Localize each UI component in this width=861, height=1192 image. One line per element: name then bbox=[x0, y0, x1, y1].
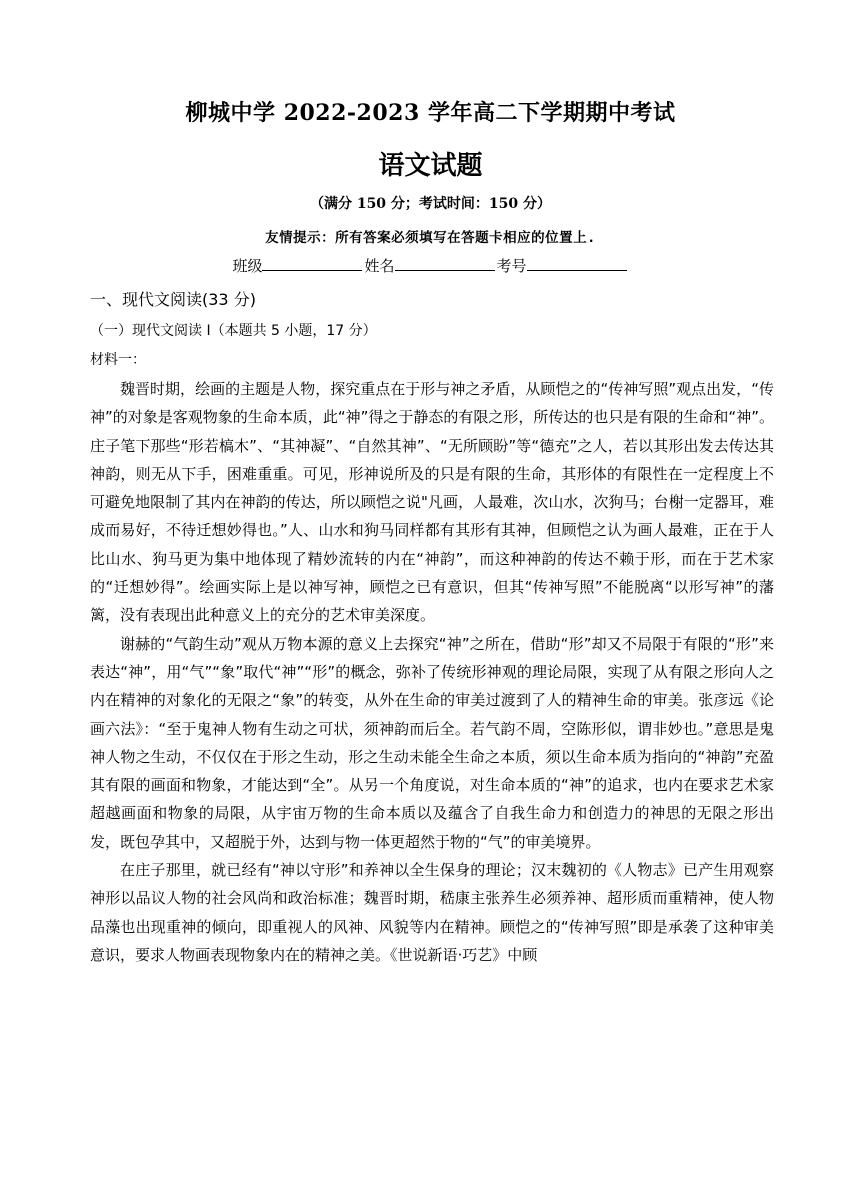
exam-number-blank[interactable] bbox=[527, 254, 627, 271]
subject-title: 语文试题 bbox=[378, 151, 483, 181]
exam-number-label: 考号 bbox=[496, 257, 527, 275]
exam-title: 柳城中学 2022-2023 学年高二下学期期中考试 bbox=[185, 100, 676, 126]
paragraph: 谢赫的“气韵生动”观从万物本源的意义上去探究“神”之所在，借助“形”却又不局限于有限的“形”来表达“神”，用“气”“象”取代“神”“形”的概念，弥补了传统形神观的理论局限，实现了从有限之形向人之内在精神的对象化的无限之“象”的转变，从外在生命的审美过渡到了人的精神生命的审美。张彦远《论画六法》：“至于鬼神人物有生动之可状，须神韵而后全。若气韵不周，空陈形似，谓非妙也。”意思是鬼神人物之生动，不仅仅在于形之生动，形之生动未能全生命之本质，须以生命本质为指向的“神韵”充盈其有限的画面和物象，才能达到“全”。从另一个角度说，对生命本质的“神”的追求，也内在要求艺术家超越画面和物象的局限，从宇宙万物的生命本质以及蕴含了自我生命力和创造力的神思的无限之形出发，既包孕其中，又超脱于外，达到与物一体更超然于物的“气”的审美境界。 bbox=[90, 634, 774, 851]
friendly-tip: 友情提示：所有答案必须填写在答题卡相应的位置上. bbox=[265, 230, 596, 246]
subsection-heading: （一）现代文阅读 I（本题共 5 小题，17 分） bbox=[90, 323, 377, 339]
passage-body bbox=[90, 375, 774, 969]
class-blank[interactable] bbox=[262, 254, 362, 271]
name-label: 姓名 bbox=[364, 257, 395, 275]
paragraph: 在庄子那里，就已经有“神以守形”和养神以全生保身的理论；汉末魏初的《人物志》已产生用观察神形以品议人物的社会风尚和政治标准；魏晋时期，嵇康主张养生必须养神、超形质而重精神，使人物品藻也出现重神的倾向，即重视人的风神、风貌等内在精神。顾恺之的“传神写照”即是承袭了这种审美意识，要求人物画表现物象内在的精神之美。《世说新语·巧艺》中顾 bbox=[90, 861, 774, 964]
paragraph: 魏晋时期，绘画的主题是人物，探究重点在于形与神之矛盾，从顾恺之的“传神写照”观点出发，“传神”的对象是客观物象的生命本质，此“神”得之于静态的有限之形，所传达的也只是有限的生命和“神”。庄子笔下那些“形若槁木”、“其神凝”、“自然其神”、“无所顾盼”等“德充”之人，若以其形出发去传达其神韵，则无从下手，困难重重。可见，形神说所及的只是有限的生命，其形体的有限性在一定程度上不可避免地限制了其内在神韵的传达，所以顾恺之说"凡画，人最难，次山水，次狗马；台榭一定器耳，难成而易好，不待迁想妙得也。”人、山水和狗马同样都有其形有其神，但顾恺之认为画人最难，正在于人比山水、狗马更为集中地体现了精妙流转的内在“神韵”，而这种神韵的传达不赖于形，而在于艺术家的“迁想妙得”。绘画实际上是以神写神，顾恺之已有意识，但其“传神写照”不能脱离“以形写神”的藩篱，没有表现出此种意义上的充分的艺术审美深度。 bbox=[90, 380, 774, 625]
name-blank[interactable] bbox=[395, 254, 495, 271]
student-info-fields bbox=[0, 254, 861, 276]
score-time-info: （满分 150 分；考试时间：150 分） bbox=[309, 196, 552, 212]
material-label: 材料一： bbox=[90, 352, 146, 368]
class-label: 班级 bbox=[232, 257, 263, 275]
section-heading: 一、现代文阅读(33 分) bbox=[90, 290, 256, 309]
